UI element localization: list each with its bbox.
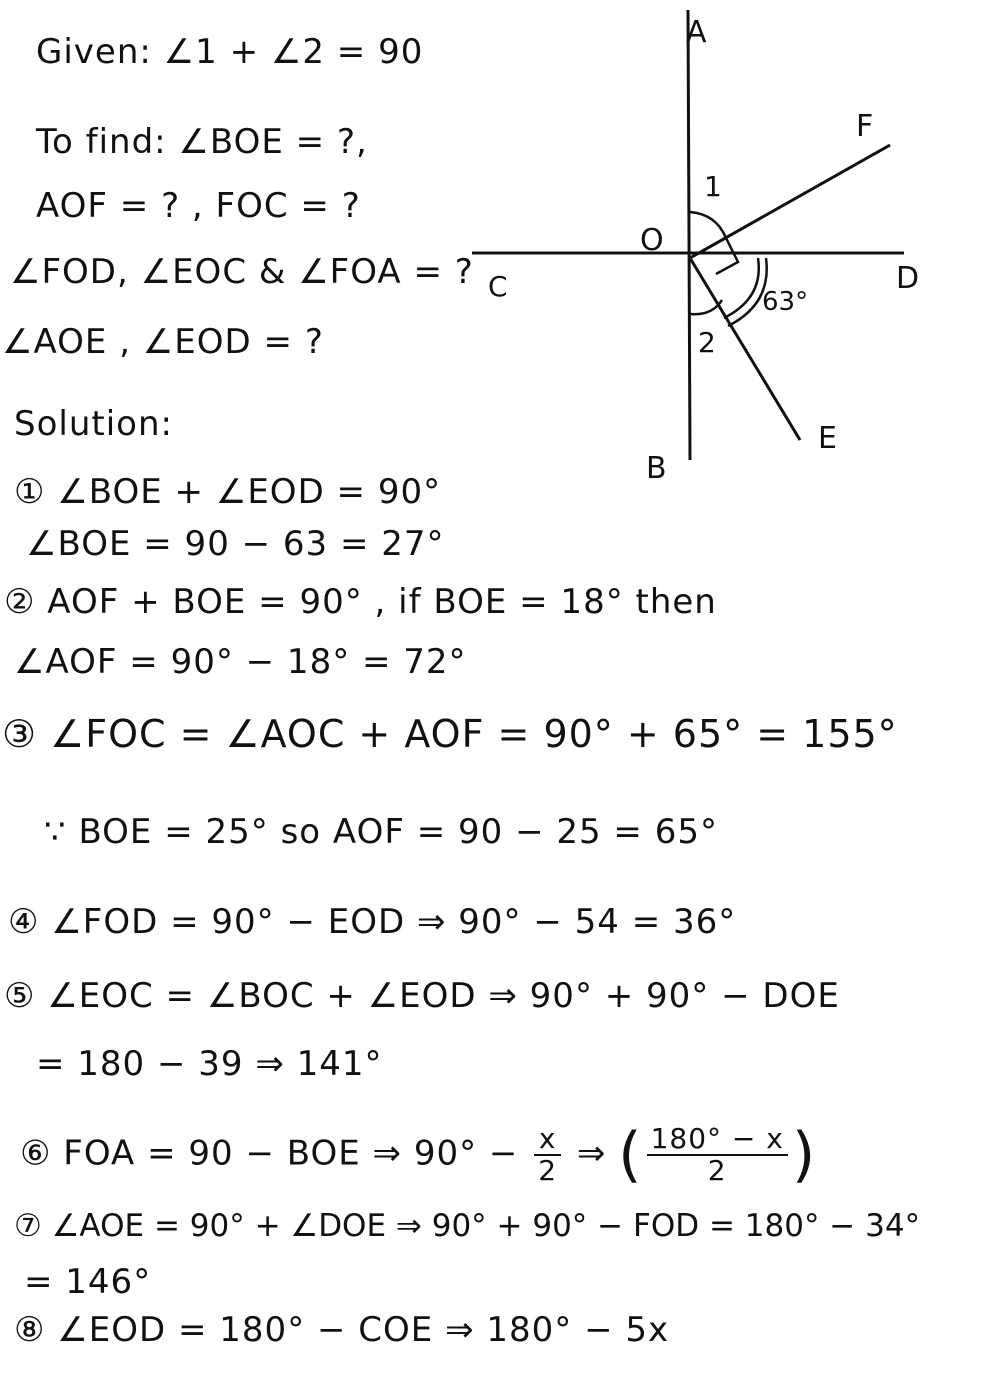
right-angle-mark: [704, 238, 738, 274]
label-a: A: [686, 15, 707, 50]
step-6: [20, 1120, 816, 1190]
step-3b: ∵ BOE = 25° so AOF = 90 − 25 = 65°: [44, 812, 718, 852]
step-6-prefix: ⑥ FOA = 90 − BOE ⇒ 90° −: [20, 1133, 519, 1174]
step-6-arrow: ⇒: [576, 1133, 607, 1174]
step-6-fraction-1-denominator: 2: [538, 1154, 558, 1187]
label-f: F: [856, 109, 874, 144]
step-6-fraction-2: [647, 1124, 788, 1186]
label-e: E: [818, 421, 837, 456]
step-4: ④ ∠FOD = 90° − EOD ⇒ 90° − 54 = 36°: [8, 902, 737, 942]
step-6-fraction-1-numerator: x: [534, 1124, 561, 1156]
step-3a: ③ ∠FOC = ∠AOC + AOF = 90° + 65° = 155°: [2, 712, 898, 756]
angle-1-arc: [690, 212, 726, 238]
label-o: O: [640, 223, 664, 258]
step-6-fraction-2-denominator: 2: [707, 1154, 727, 1187]
angle-63-arc-outer: [728, 258, 767, 326]
step-1b: ∠BOE = 90 − 63 = 27°: [26, 524, 445, 564]
to-find-line-1: To find: ∠BOE = ?,: [36, 122, 368, 162]
label-angle-1: 1: [704, 170, 722, 203]
label-angle-63: 63°: [762, 287, 809, 317]
label-angle-2: 2: [698, 326, 716, 359]
to-find-line-2: AOF = ? , FOC = ?: [36, 186, 361, 226]
label-b: B: [646, 451, 667, 480]
step-6-close-paren: ): [791, 1120, 817, 1190]
to-find-line-4: ∠AOE , ∠EOD = ?: [2, 322, 324, 362]
step-1a: ① ∠BOE + ∠EOD = 90°: [14, 472, 442, 512]
step-2a: ② AOF + BOE = 90° , if BOE = 18° then: [4, 582, 717, 622]
to-find-line-3: ∠FOD, ∠EOC & ∠FOA = ?: [10, 252, 474, 292]
step-8: ⑧ ∠EOD = 180° − COE ⇒ 180° − 5x: [14, 1310, 670, 1350]
step-2b: ∠AOF = 90° − 18° = 72°: [14, 642, 467, 682]
step-6-fraction-1: [534, 1124, 561, 1186]
given-line: Given: ∠1 + ∠2 = 90: [36, 32, 424, 72]
angle-diagram: [460, 0, 930, 480]
label-c: C: [488, 270, 508, 303]
step-5b: = 180 − 39 ⇒ 141°: [36, 1044, 383, 1084]
step-6-fraction-2-numerator: 180° − x: [647, 1124, 788, 1156]
step-6-open-paren: (: [618, 1120, 643, 1190]
step-7a: ⑦ ∠AOE = 90° + ∠DOE ⇒ 90° + 90° − FOD = 180° − 34°: [14, 1208, 921, 1244]
step-7b: = 146°: [24, 1262, 152, 1302]
solution-heading: Solution:: [14, 404, 173, 444]
line-ab: [688, 10, 690, 460]
label-d: D: [896, 261, 920, 296]
step-5a: ⑤ ∠EOC = ∠BOC + ∠EOD ⇒ 90° + 90° − DOE: [4, 976, 840, 1016]
